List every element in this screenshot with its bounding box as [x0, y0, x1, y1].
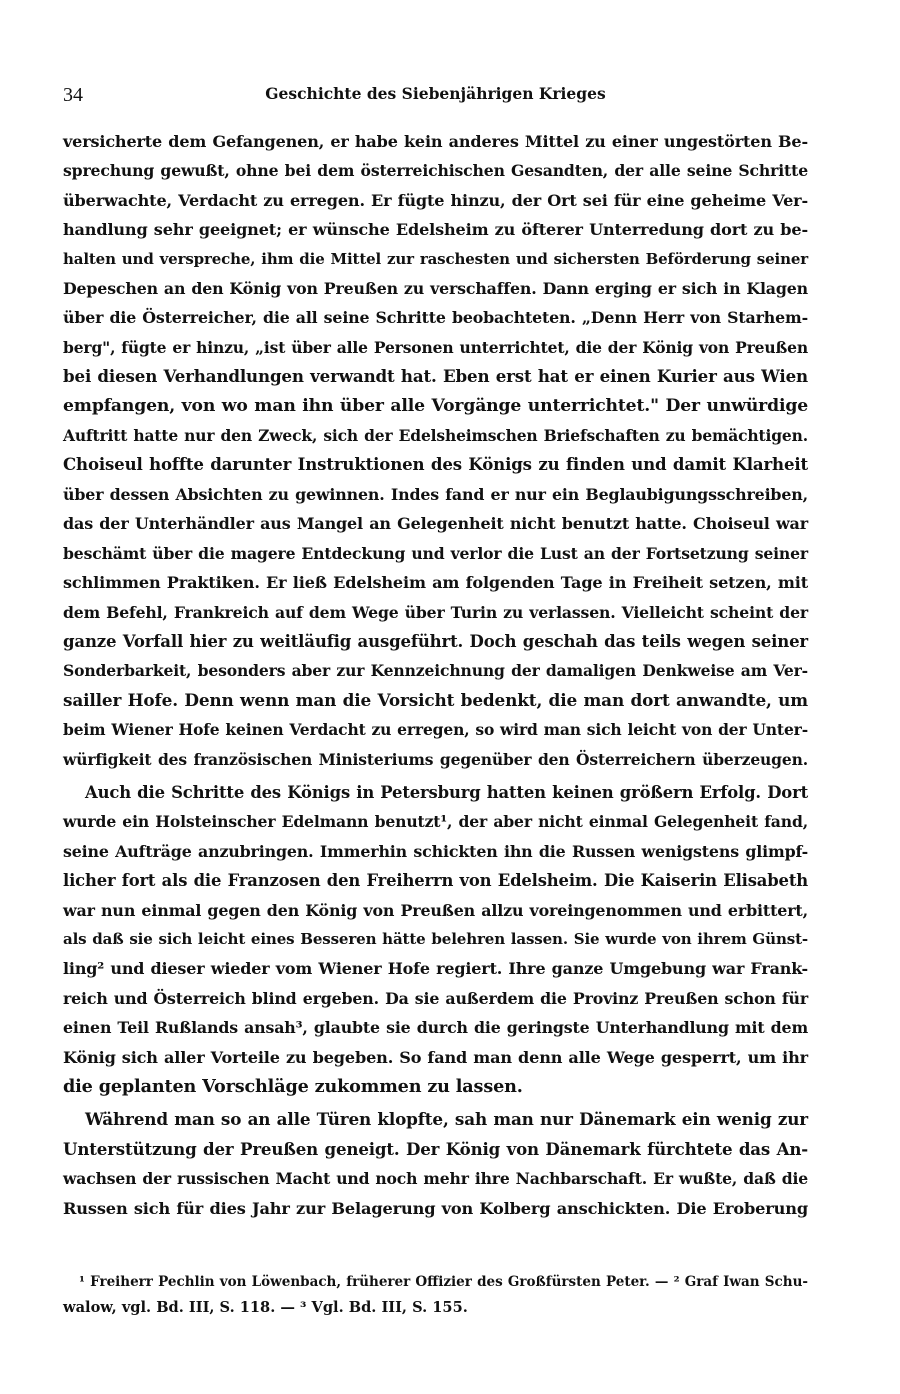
text-line: versicherte dem Gefangenen, er habe kein anderes Mittel zu einer ungestörten Be- — [63, 132, 808, 151]
text-line: König sich aller Vorteile zu begeben. So fand man denn alle Wege gesperrt, um ihr — [63, 1047, 808, 1067]
text-line: reich und Österreich blind ergeben. Da sie außerdem die Provinz Preußen schon für — [63, 988, 808, 1008]
text-line: seine Aufträge anzubringen. Immerhin schickten ihn die Russen wenigstens glimpf- — [63, 841, 808, 861]
text-line: Auch die Schritte des Königs in Petersburg hatten keinen größern Erfolg. Dort — [85, 782, 808, 802]
text-line: dem Befehl, Frankreich auf dem Wege über Turin zu verlassen. Vielleicht scheint der — [63, 602, 808, 622]
footnote-line: ¹ Freiherr Pechlin von Löwenbach, früherer Offizier des Großfürsten Peter. — ² Graf Iwan Schu- — [79, 1274, 808, 1290]
text-line: wachsen der russischen Macht und noch mehr ihre Nachbarschaft. Er wußte, daß die — [63, 1169, 808, 1189]
text-line: beim Wiener Hofe keinen Verdacht zu erregen, so wird man sich leicht von der Unter- — [63, 720, 808, 740]
text-line: handlung sehr geeignet; er wünsche Edelsheim zu öfterer Unterredung dort zu be- — [63, 220, 808, 240]
text-line: über dessen Absichten zu gewinnen. Indes fand er nur ein Beglaubigungsschreiben, — [63, 484, 808, 504]
text-line: würfigkeit des französischen Ministeriums gegenüber den Österreichern überzeugen. — [63, 749, 808, 769]
paragraph — [63, 778, 808, 1101]
text-line: ganze Vorfall hier zu weitläufig ausgeführt. Doch geschah das teils wegen seiner — [63, 630, 808, 651]
page-header — [63, 84, 808, 114]
paragraph — [63, 127, 808, 774]
paragraph — [63, 1105, 808, 1223]
text-line: Auftritt hatte nur den Zweck, sich der Edelsheimschen Briefschaften zu bemächtigen. — [63, 426, 808, 446]
text-line: licher fort als die Franzosen den Freiherrn von Edelsheim. Die Kaiserin Elisabeth — [63, 871, 808, 891]
text-line: das der Unterhändler aus Mangel an Gelegenheit nicht benutzt hatte. Choiseul war — [63, 514, 808, 534]
text-line: überwachte, Verdacht zu erregen. Er fügte hinzu, der Ort sei für eine geheime Ver- — [63, 190, 808, 210]
footnote-line: walow, vgl. Bd. III, S. 118. — ³ Vgl. Bd. III, S. 155. — [63, 1299, 468, 1316]
running-title: Geschichte des Siebenjährigen Krieges — [265, 84, 606, 103]
text-line: als daß sie sich leicht eines Besseren hätte belehren lassen. Sie wurde von ihrem Günst- — [63, 929, 808, 948]
text-line: beschämt über die magere Entdeckung und verlor die Lust an der Fortsetzung seiner — [63, 543, 808, 563]
text-line: Choiseul hoffte darunter Instruktionen des Königs zu finden und damit Klarheit — [63, 454, 808, 475]
text-line: die geplanten Vorschläge zukommen zu lassen. — [63, 1076, 523, 1097]
text-line: Russen sich für dies Jahr zur Belagerung von Kolberg anschickten. Die Eroberung — [63, 1198, 808, 1218]
body-text — [63, 127, 808, 1223]
page-number: 34 — [63, 84, 83, 106]
text-line: war nun einmal gegen den König von Preußen allzu voreingenommen und erbittert, — [63, 900, 808, 920]
text-line: schlimmen Praktiken. Er ließ Edelsheim am folgenden Tage in Freiheit setzen, mit — [63, 573, 808, 593]
text-line: empfangen, von wo man ihn über alle Vorgänge unterrichtet." Der unwürdige — [63, 395, 808, 416]
text-line: sailler Hofe. Denn wenn man die Vorsicht bedenkt, die man dort anwandte, um — [63, 689, 808, 710]
text-line: einen Teil Rußlands ansah³, glaubte sie durch die geringste Unterhandlung mit dem — [63, 1018, 808, 1038]
footnotes — [63, 1269, 808, 1321]
text-line: Sonderbarkeit, besonders aber zur Kennzeichnung der damaligen Denkweise am Ver- — [63, 661, 808, 681]
text-line: Depeschen an den König von Preußen zu verschaffen. Dann erging er sich in Klagen — [63, 279, 808, 299]
text-line: Unterstützung der Preußen geneigt. Der König von Dänemark fürchtete das An- — [63, 1138, 808, 1159]
text-line: ling² und dieser wieder vom Wiener Hofe regiert. Ihre ganze Umgebung war Frank- — [63, 959, 808, 979]
text-line: Während man so an alle Türen klopfte, sah man nur Dänemark ein wenig zur — [85, 1109, 808, 1130]
text-line: über die Österreicher, die all seine Schritte beobachteten. „Denn Herr von Starhem- — [63, 308, 808, 328]
text-line: sprechung gewußt, ohne bei dem österreichischen Gesandten, der alle seine Schritte — [63, 161, 808, 181]
text-line: berg", fügte er hinzu, „ist über alle Personen unterrichtet, die der König von Preußen — [63, 337, 808, 357]
text-line: halten und verspreche, ihm die Mittel zur raschesten und sichersten Beförderung seiner — [63, 249, 808, 268]
text-line: wurde ein Holsteinscher Edelmann benutzt¹, der aber nicht einmal Gelegenheit fand, — [63, 812, 808, 832]
text-line: bei diesen Verhandlungen verwandt hat. Eben erst hat er einen Kurier aus Wien — [63, 366, 808, 387]
